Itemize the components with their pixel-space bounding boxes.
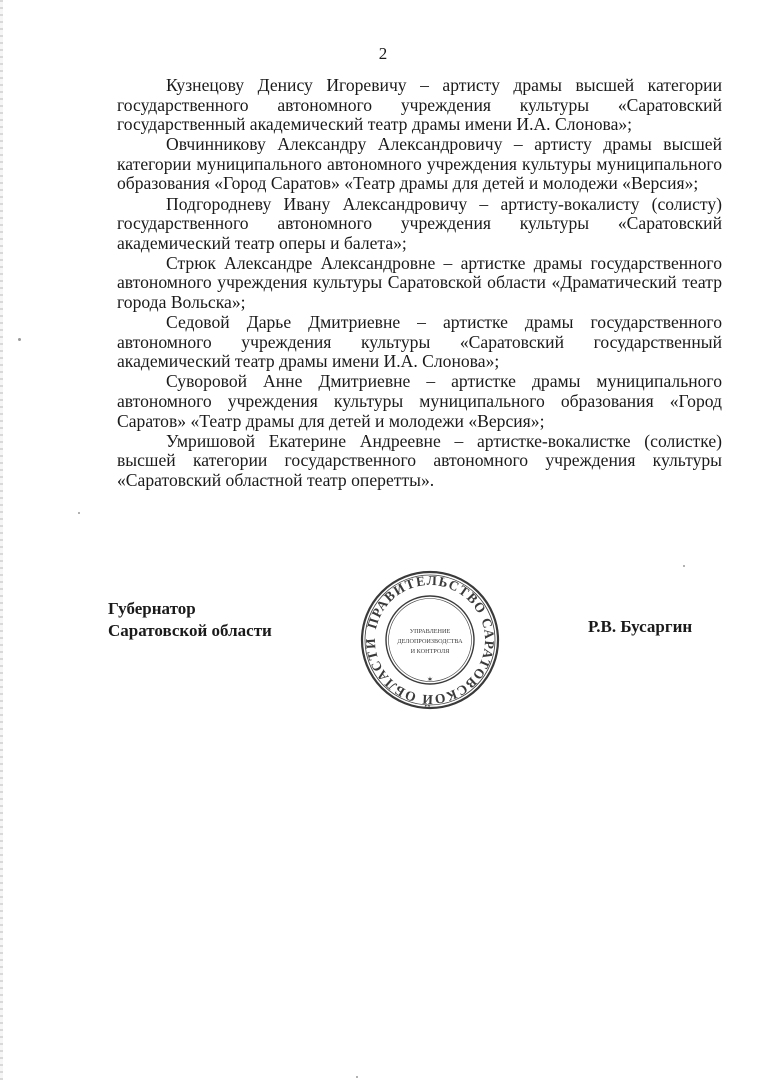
signatory-title-line1: Губернатор [108, 599, 196, 618]
scan-speck [18, 338, 21, 341]
scan-speck [78, 512, 80, 514]
seal-inner-line3: И КОНТРОЛЯ [410, 648, 450, 655]
signatory-name: Р.В. Бусаргин [588, 617, 693, 636]
award-paragraph-sedova: Седовой Дарье Дмитриевне – артистке драмы государственного автономного учреждения культуры «Саратовский государственный академический театр драмы имени И.А. Слонова»; [117, 312, 722, 372]
award-paragraph-umrishova: Умришовой Екатерине Андреевне – артистке-вокалистке (солистке) высшей категории государственного автономного учреждения культуры «Саратовский областной театр оперетты». [117, 430, 722, 490]
award-paragraph-suvorova: Суворовой Анне Дмитриевне – артистке драмы муниципального автономного учреждения культуры муниципального образования «Город Саратов» «Театр драмы для детей и молодежи «Версия»; [117, 371, 722, 431]
scan-speck [683, 565, 685, 567]
scan-edge-artifact [0, 0, 3, 1080]
seal-inner-line2: ДЕЛОПРОИЗВОДСТВА [397, 638, 463, 645]
document-body [117, 76, 722, 490]
official-seal-stamp [358, 570, 502, 710]
award-paragraph-podgorodnev: Подгородневу Ивану Александровичу – артисту-вокалисту (солисту) государственного автономного учреждения культуры «Саратовский академический театр оперы и балета»; [117, 193, 722, 253]
signatory-title-line2: Саратовской области [108, 621, 272, 640]
award-paragraph-kuznetsov: Кузнецову Денису Игоревичу – артисту драмы высшей категории государственного автономного учреждения культуры «Саратовский государственный академический театр драмы имени И.А. Слонова»; [117, 75, 722, 135]
page-number: 2 [378, 44, 388, 63]
signatory-title [108, 598, 272, 642]
seal-ring-text: ПРАВИТЕЛЬСТВО САРАТОВСКОЙ ОБЛАСТИ [362, 572, 498, 708]
seal-inner-line1: УПРАВЛЕНИЕ [409, 628, 451, 635]
award-paragraph-stryuk: Стрюк Александре Александровне – артистке драмы государственного автономного учреждения культуры Саратовской области «Драматический театр города Вольска»; [117, 252, 722, 313]
seal-star-icon: ✶ [426, 675, 434, 684]
award-paragraph-ovchinnikov: Овчинникову Александру Александровичу – артисту драмы высшей категории муниципального автономного учреждения культуры муниципального образования «Город Саратов» «Театр драмы для детей и молодежи «Версия»; [117, 134, 722, 194]
scan-speck [356, 1076, 358, 1078]
